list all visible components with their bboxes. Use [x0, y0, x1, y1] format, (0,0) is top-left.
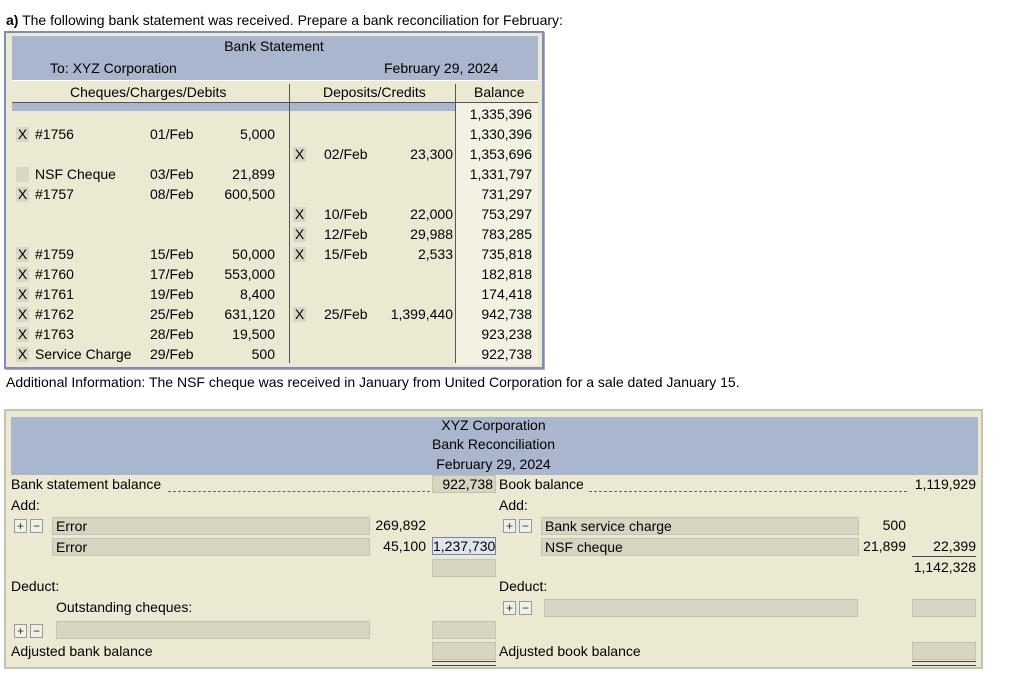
adjusted-book-balance-value[interactable]	[912, 642, 976, 660]
credit-date: 02/Feb	[324, 146, 368, 162]
statement-date: February 29, 2024	[384, 60, 499, 76]
debit-check-mark: X	[17, 326, 28, 342]
debit-date: 08/Feb	[150, 186, 194, 202]
debit-amount: 19,500	[232, 326, 275, 342]
additional-information: Additional Information: The NSF cheque was received in January from United Corporation for a sale dated January 15.	[6, 374, 740, 390]
credit-check-mark: X	[294, 146, 305, 162]
credit-check-mark: X	[294, 306, 305, 322]
debit-date: 01/Feb	[150, 126, 194, 142]
statement-to: To: XYZ Corporation	[50, 60, 177, 76]
leader-dots	[589, 491, 907, 492]
credit-date: 25/Feb	[324, 306, 368, 322]
bank-reconciliation	[4, 409, 983, 669]
credit-check-mark: X	[294, 246, 305, 262]
recon-company: XYZ Corporation	[441, 417, 546, 433]
total-underline	[912, 556, 976, 557]
leader-dots	[168, 491, 430, 492]
debit-description: #1762	[35, 306, 74, 322]
debit-check-mark: X	[17, 306, 28, 322]
debit-date: 15/Feb	[150, 246, 194, 262]
debit-amount: 631,120	[224, 306, 275, 322]
bank-add-item-1-amount[interactable]: 269,892	[375, 517, 426, 533]
debit-date: 25/Feb	[150, 306, 194, 322]
col-credits-header: Deposits/Credits	[323, 84, 426, 100]
adjusted-book-balance-label: Adjusted book balance	[499, 643, 641, 659]
debit-amount: 5,000	[239, 126, 275, 142]
book-balance-value[interactable]: 1,119,929	[914, 476, 976, 492]
running-balance: 731,297	[481, 186, 532, 202]
debit-description: #1760	[35, 266, 74, 282]
debit-amount: 600,500	[224, 186, 275, 202]
remove-row-icon[interactable]: −	[519, 519, 532, 533]
credit-amount: 1,399,440	[390, 306, 453, 322]
book-add-item-2-amount[interactable]: 21,899	[863, 538, 906, 554]
bank-add-total[interactable]: 1,237,730	[433, 538, 496, 554]
book-deduct-total[interactable]	[912, 599, 976, 617]
remove-row-icon[interactable]: −	[30, 624, 43, 638]
debit-description: #1756	[35, 126, 74, 142]
running-balance: 923,238	[481, 326, 532, 342]
debit-check-mark: X	[17, 246, 28, 262]
debit-amount: 500	[251, 346, 275, 362]
outstanding-cheque-desc[interactable]	[56, 621, 370, 639]
statement-title: Bank Statement	[224, 38, 324, 54]
opening-balance: 1,335,396	[469, 106, 532, 122]
book-add-item-2-desc[interactable]: NSF cheque	[541, 538, 859, 556]
running-balance: 753,297	[481, 206, 532, 222]
credit-amount: 29,988	[410, 226, 453, 242]
add-row-icon[interactable]: +	[14, 519, 27, 533]
running-balance: 1,330,396	[469, 126, 532, 142]
add-row-icon[interactable]: +	[503, 519, 516, 533]
recon-title: Bank Reconciliation	[432, 436, 555, 452]
credit-date: 12/Feb	[324, 226, 368, 242]
debit-check-mark: X	[17, 286, 28, 302]
credit-amount: 23,300	[410, 146, 453, 162]
remove-row-icon[interactable]: −	[519, 601, 532, 615]
question-part: a)	[6, 12, 19, 28]
book-balance-label: Book balance	[499, 476, 584, 492]
book-add-item-1-amount[interactable]: 500	[882, 517, 906, 533]
debit-amount: 8,400	[239, 286, 275, 302]
add-row-icon[interactable]: +	[503, 601, 516, 615]
bank-add-item-1-desc[interactable]: Error	[52, 517, 370, 535]
bank-statement-balance-value[interactable]: 922,738	[432, 475, 496, 493]
debit-date: 17/Feb	[150, 266, 194, 282]
outstanding-cheque-total[interactable]	[432, 621, 496, 639]
debit-credit-divider	[289, 84, 290, 363]
bank-statement-balance-label: Bank statement balance	[11, 476, 162, 492]
add-row-icon[interactable]: +	[14, 624, 27, 638]
debit-check-mark: X	[17, 346, 28, 362]
bank-statement	[4, 31, 544, 369]
debit-amount: 50,000	[232, 246, 275, 262]
credit-amount: 2,533	[417, 246, 453, 262]
running-balance: 942,738	[481, 306, 532, 322]
running-balance: 1,353,696	[469, 146, 532, 162]
credit-date: 15/Feb	[324, 246, 368, 262]
book-deduct-label: Deduct:	[499, 578, 548, 594]
bank-subtotal-input[interactable]	[432, 559, 496, 577]
debit-date: 19/Feb	[150, 286, 194, 302]
running-balance: 182,818	[481, 266, 532, 282]
running-balance: 922,738	[481, 346, 532, 362]
debit-check-mark	[16, 167, 29, 182]
debit-description: #1761	[35, 286, 74, 302]
bank-deduct-label: Deduct:	[11, 578, 60, 594]
col-debits-header: Cheques/Charges/Debits	[70, 84, 227, 100]
debit-date: 28/Feb	[150, 326, 194, 342]
question-text: The following bank statement was received. Prepare a bank reconciliation for February:	[22, 12, 563, 28]
debit-check-mark: X	[17, 266, 28, 282]
running-balance: 1,331,797	[469, 166, 532, 182]
running-balance: 783,285	[481, 226, 532, 242]
bank-add-label: Add:	[11, 497, 40, 513]
running-balance: 174,418	[481, 286, 532, 302]
credit-check-mark: X	[294, 226, 305, 242]
credit-amount: 22,000	[410, 206, 453, 222]
book-add-total[interactable]: 22,399	[933, 538, 976, 554]
double-underline	[432, 661, 496, 666]
debit-check-mark: X	[17, 186, 28, 202]
bank-add-item-2-amount[interactable]: 45,100	[383, 538, 426, 554]
credit-check-mark: X	[294, 206, 305, 222]
debit-description: #1757	[35, 186, 74, 202]
adjusted-bank-balance-value[interactable]	[432, 642, 496, 660]
outstanding-cheques-label: Outstanding cheques:	[56, 599, 193, 615]
debit-amount: 21,899	[232, 166, 275, 182]
credit-date: 10/Feb	[324, 206, 368, 222]
debit-description: Service Charge	[35, 346, 132, 362]
debit-amount: 553,000	[224, 266, 275, 282]
book-subtotal[interactable]: 1,142,328	[913, 559, 976, 575]
question-title	[6, 12, 563, 28]
debit-description: NSF Cheque	[35, 166, 116, 182]
bank-add-item-2-desc[interactable]: Error	[52, 538, 370, 556]
debit-description: #1759	[35, 246, 74, 262]
book-add-label: Add:	[499, 497, 528, 513]
running-balance: 735,818	[481, 246, 532, 262]
remove-row-icon[interactable]: −	[30, 519, 43, 533]
debit-check-mark: X	[17, 126, 28, 142]
book-add-item-1-desc[interactable]: Bank service charge	[541, 517, 859, 535]
debit-date: 03/Feb	[150, 166, 194, 182]
book-deduct-desc[interactable]	[544, 599, 858, 617]
adjusted-bank-balance-label: Adjusted bank balance	[11, 643, 153, 659]
debit-description: #1763	[35, 326, 74, 342]
debit-date: 29/Feb	[150, 346, 194, 362]
double-underline	[912, 661, 976, 666]
col-balance-header: Balance	[474, 84, 525, 100]
recon-date: February 29, 2024	[436, 456, 551, 472]
